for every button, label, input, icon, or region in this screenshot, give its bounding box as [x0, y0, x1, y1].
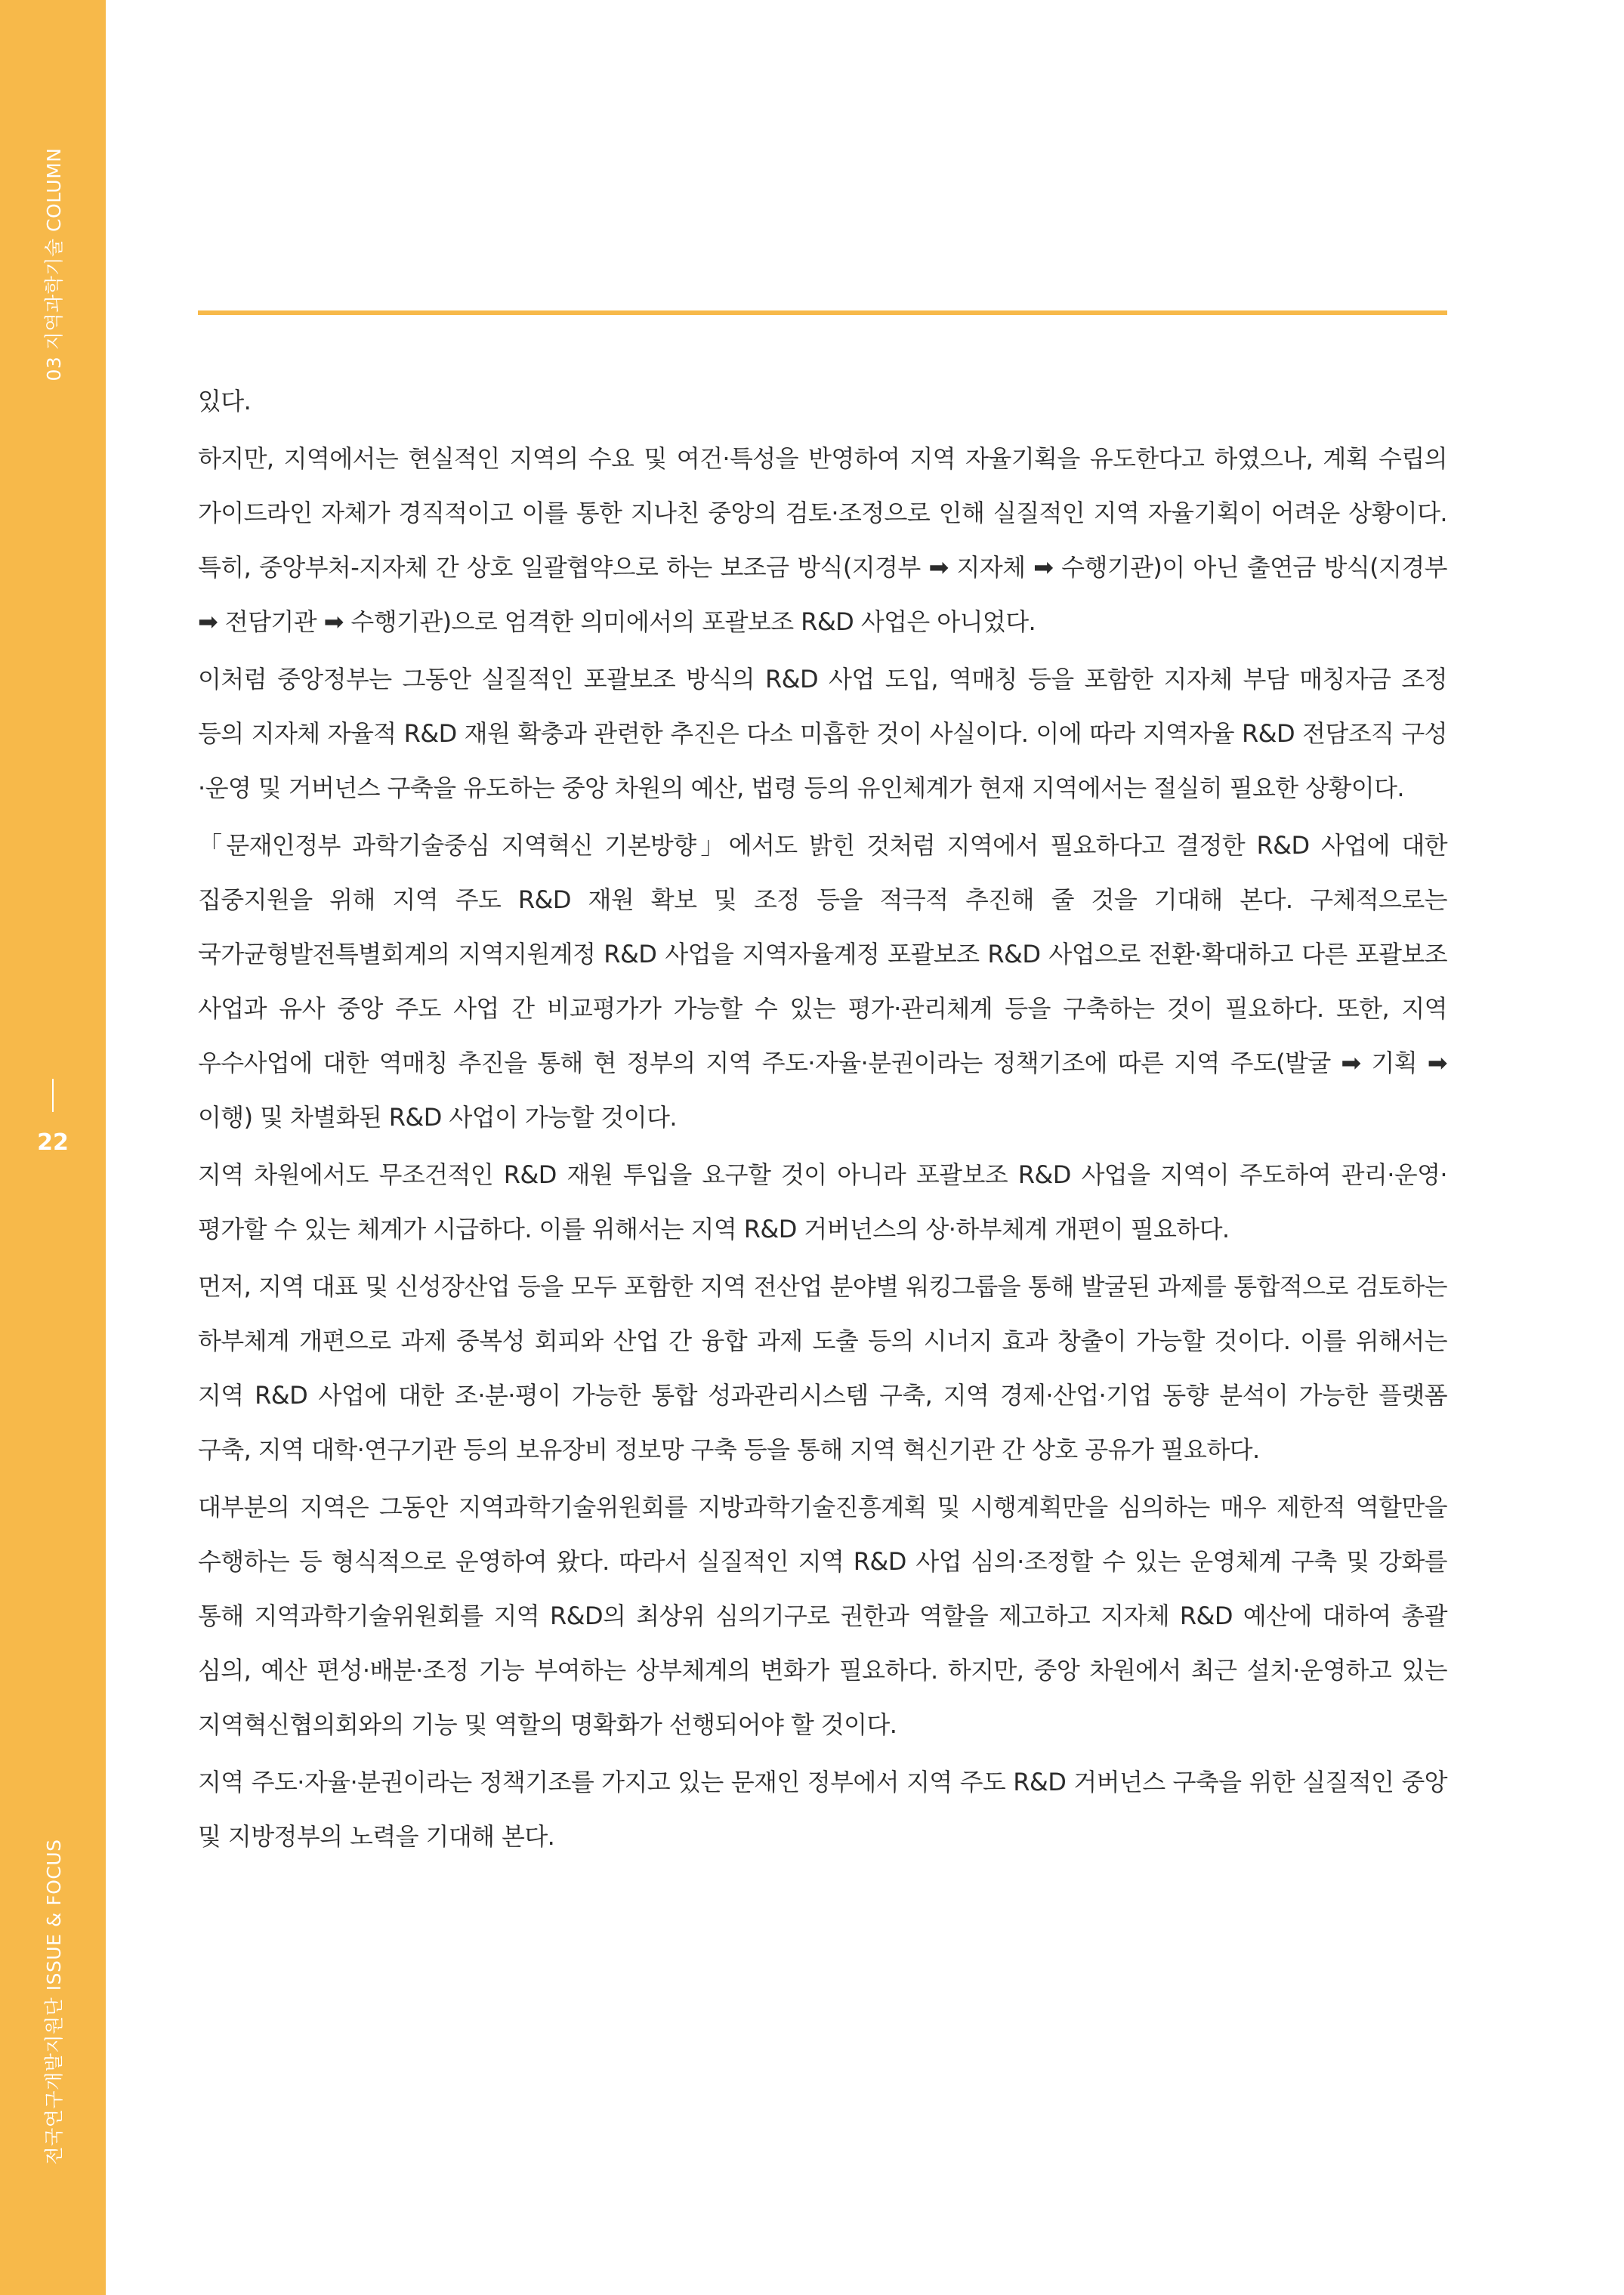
section-label: 03 지역과학기술 COLUMN — [43, 147, 65, 381]
paragraph: 하지만, 지역에서는 현실적인 지역의 수요 및 여건·특성을 반영하여 지역 자율기획을 유도한다고 하였으나, 계획 수립의 가이드라인 자체가 경직적이고 이를 통한 지나친 중앙의 검토·조정으로 인해 실질적인 지역 자율기획이 어려운 상황이다. 특히, 중앙부처-지자체 간 상호 일괄협약으로 하는 보조금 방식(지경부 ➡ 지자체 ➡ 수행기관)이 아닌 출연금 방식(지경부 ➡ 전담기관 ➡ 수행기관)으로 엄격한 의미에서의 포괄보조 R&D 사업은 아니었다. — [198, 444, 1447, 636]
page-number-divider — [52, 1079, 54, 1112]
page-number: 22 — [37, 1129, 69, 1156]
paragraph: 「문재인정부 과학기술중심 지역혁신 기본방향」에서도 밝힌 것처럼 지역에서 필요하다고 결정한 R&D 사업에 대한 집중지원을 위해 지역 주도 R&D 재원 확보 및 조정 등을 적극적 추진해 줄 것을 기대해 본다. 구체적으로는 국가균형발전특별회계의 지역지원계정 R&D 사업을 지역자율계정 포괄보조 R&D 사업으로 전환·확대하고 다른 포괄보조 사업과 유사 중앙 주도 사업 간 비교평가가 가능할 수 있는 평가·관리체계 등을 구축하는 것이 필요하다. 또한, 지역 우수사업에 대한 역매칭 추진을 통해 현 정부의 지역 주도·자율·분권이라는 정책기조에 따른 지역 주도(발굴 ➡ 기획 ➡ 이행) 및 차별화된 R&D 사업이 가능할 것이다. — [198, 831, 1447, 1132]
paragraph: 지역 주도·자율·분권이라는 정책기조를 가지고 있는 문재인 정부에서 지역 주도 R&D 거버넌스 구축을 위한 실질적인 중앙 및 지방정부의 노력을 기대해 본다. — [198, 1768, 1447, 1851]
paragraph: 먼저, 지역 대표 및 신성장산업 등을 모두 포함한 지역 전산업 분야별 워킹그룹을 통해 발굴된 과제를 통합적으로 검토하는 하부체계 개편으로 과제 중복성 회피와 산업 간 융합 과제 도출 등의 시너지 효과 창출이 가능할 것이다. 이를 위해서는 지역 R&D 사업에 대한 조·분·평이 가능한 통합 성과관리시스템 구축, 지역 경제·산업·기업 동향 분석이 가능한 플랫폼 구축, 지역 대학·연구기관 등의 보유장비 정보망 구축 등을 통해 지역 혁신기관 간 상호 공유가 필요하다. — [198, 1272, 1447, 1464]
publication-label: 전국연구개발지원단 ISSUE & FOCUS — [43, 1839, 65, 2165]
header-rule — [198, 310, 1447, 315]
paragraph: 대부분의 지역은 그동안 지역과학기술위원회를 지방과학기술진흥계획 및 시행계획만을 심의하는 매우 제한적 역할만을 수행하는 등 형식적으로 운영하여 왔다. 따라서 실질적인 지역 R&D 사업 심의·조정할 수 있는 운영체계 구축 및 강화를 통해 지역과학기술위원회를 지역 R&D의 최상위 심의기구로 권한과 역할을 제고하고 지자체 R&D 예산에 대하여 총괄 심의, 예산 편성·배분·조정 기능 부여하는 상부체계의 변화가 필요하다. 하지만, 중앙 차원에서 최근 설치·운영하고 있는 지역혁신협의회와의 기능 및 역할의 명확화가 선행되어야 할 것이다. — [198, 1493, 1447, 1739]
paragraph: 있다. — [198, 387, 252, 415]
sidebar — [0, 0, 106, 2295]
paragraph: 지역 차원에서도 무조건적인 R&D 재원 투입을 요구할 것이 아니라 포괄보조 R&D 사업을 지역이 주도하여 관리·운영·평가할 수 있는 체계가 시급하다. 이를 위해서는 지역 R&D 거버넌스의 상·하부체계 개편이 필요하다. — [198, 1160, 1447, 1243]
paragraph: 이처럼 중앙정부는 그동안 실질적인 포괄보조 방식의 R&D 사업 도입, 역매칭 등을 포함한 지자체 부담 매칭자금 조정 등의 지자체 자율적 R&D 재원 확충과 관련한 추진은 다소 미흡한 것이 사실이다. 이에 따라 지역자율 R&D 전담조직 구성·운영 및 거버넌스 구축을 유도하는 중앙 차원의 예산, 법령 등의 유인체계가 현재 지역에서는 절실히 필요한 상황이다. — [198, 665, 1447, 802]
article-body — [198, 374, 1447, 1867]
